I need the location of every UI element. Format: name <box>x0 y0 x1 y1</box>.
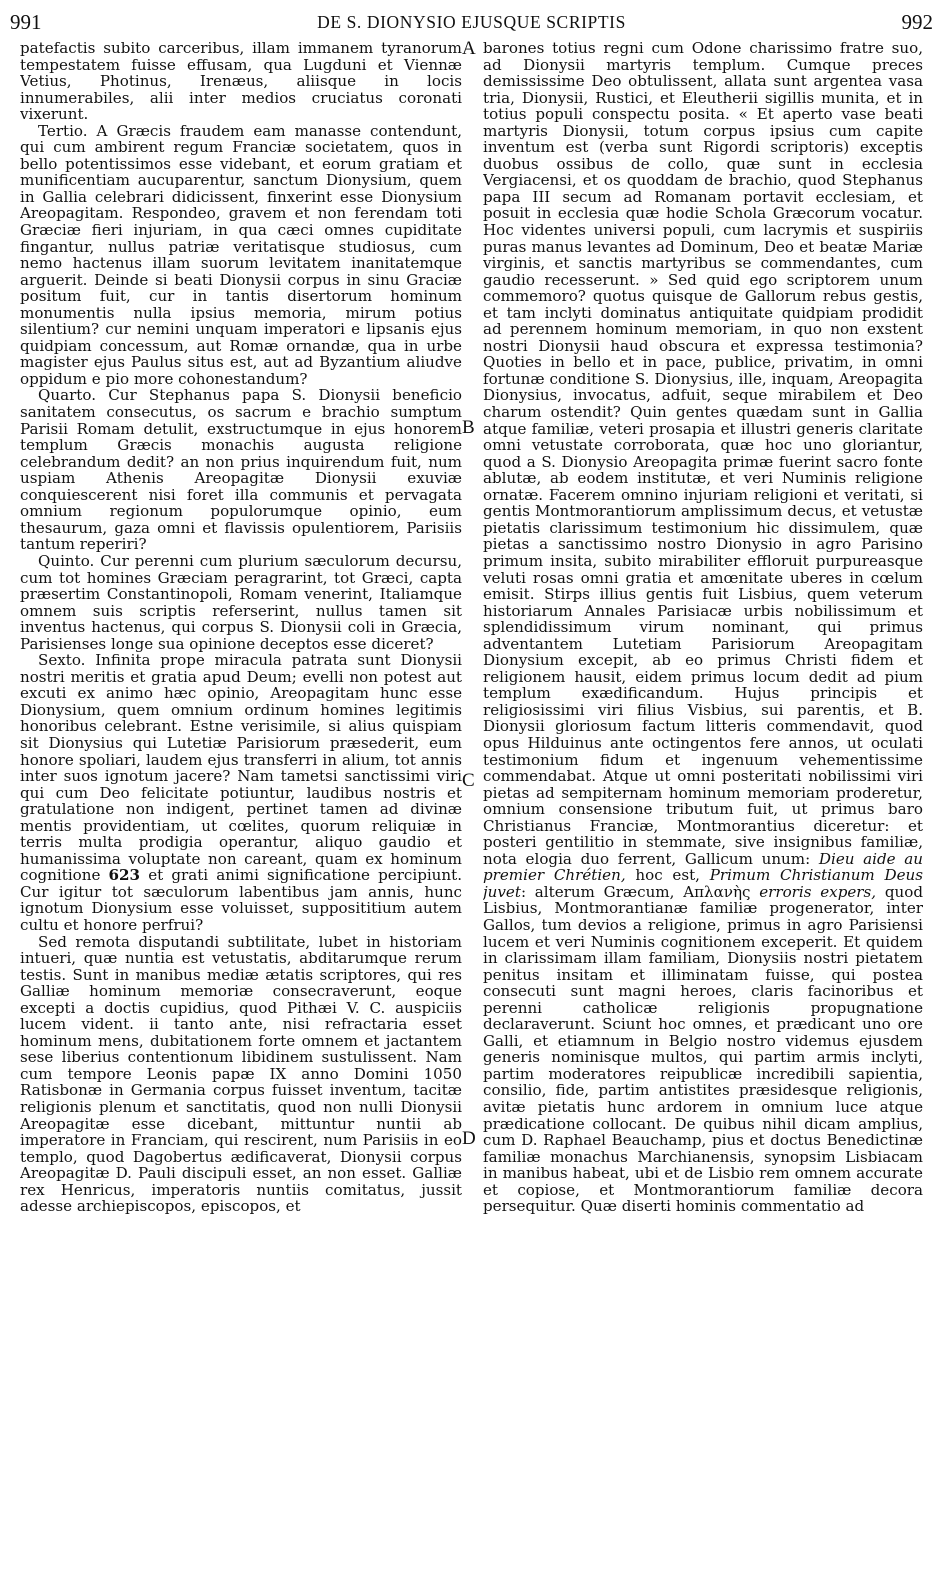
italic-motto: Primum Christianum Deus juvet <box>483 866 923 901</box>
greek-word: Απλανὴς <box>683 882 751 901</box>
margin-letter-a: A <box>462 38 476 59</box>
page-number-right: 992 <box>901 10 933 34</box>
paragraph: Quinto. Cur perenni cum plurium sæculorum decursu, cum tot homines Græciam peragrarint, tot Græci, capta præsertim Constantinopoli, Romam venerint, Italiamque omnem suis scriptis referserint, nullus tamen sit inventus hactenus, qui corpus S. Dionysii coli in Græcia, Parisienses longe sua opinione deceptos esse diceret? <box>20 551 462 653</box>
paragraph: Quarto. Cur Stephanus papa S. Dionysii beneficio sanitatem consecutus, os sacrum e brachio sumptum Parisii Romam detulit, exstructumque in ejus honorem templum Græcis monachis augusta religione celebrandum dedit? an non prius inquirendum fuit, num uspiam Athenis Areopagitæ Dionysii exuviæ conquiescerent nisi foret illa communis et pervagata omnium regionum populorumque opinio, eum thesaurum, gaza omni et flavissis opulentiorem, Parisiis tantum reperiri? <box>20 386 462 554</box>
italic-motto: Dieu aide au premier Chrétien, <box>483 849 923 885</box>
right-column <box>483 40 923 1585</box>
paragraph: patefactis subito carceribus, illam immanem tyranorum tempestatem fuisse effusam, qua Lugduni et Viennæ Vetius, Photinus, Irenæus, aliisque in locis innumerabiles, alii inter medios cruciatus coronati vixerunt. <box>20 40 462 124</box>
text-run: hoc est, <box>635 866 700 885</box>
paragraph <box>483 40 923 1215</box>
text-run: barones totius regni cum Odone charissimo fratre suo, ad Dionysii martyris templum. Cumque preces demississime Deo obtulissent, allata sunt argentea vasa tria, Dionysii, Rustici, et Eleutherii sigillis munita, et in totius populi conspectu posita. « Et aperto vase beati martyris Dionysii, totum corpus ipsius cum capite inventum est (verba sunt Rigordi scriptoris) exceptis duobus ossibus de collo, quæ sunt in ecclesia Vergiacensi, et os quoddam de brachio, quod Stephanus papa III secum ad Romanam portavit ecclesiam, et posuit in ecclesia quæ hodie Schola Græcorum vocatur. Hoc videntes universi populi, cum lacrymis et suspiriis puras manus levantes ad Dominum, Deo et beatæ Mariæ virginis, et sanctis martyribus se commendantes, cum gaudio recesserunt. » Sed quid ego scriptorem unum commemoro? quotus quisque de Gallorum rebus gestis, et tam inclyti dominatus antiquitate quidpiam prodidit ad perennem hominum memoriam, in quo non exstent nostri Dionysii haud obscura et expressa testimonia? Quoties in bello et in pace, publice, privatim, in omni fortunæ conditione S. Dionysius, ille, inquam, Areopagita Dionysius, invocatus, adfuit, seque mirabilem et Deo charum ostendit? Quin gentes quædam sunt in Gallia atque familiæ, veteri prosapia et illustri generis claritate omni vetustate corroborata, quæ hoc uno gloriantur, quod a S. Dionysio Areopagita primæ fuerint sacro fonte ablutæ, ab eodem institutæ, et veri Numinis religione ornatæ. Facerem omnino injuriam religioni et veritati, si gentis Montmorantiorum amplissimum decus, et vetustæ pietatis clarissimum testimonium hic dissimulem, quæ pietas a sanctissimo nostro Dionysio in agro Parisino primum insita, subito mirabiliter effloruit purpureasque veluti rosas omni gratia et amœnitate uberes in cœlum emisit. Stirps illius gentis fuit Lisbius, quem veterum historiarum Annales Parisiacæ urbis nobilissimum et splendidissimum virum nominant, qui primus adventantem Lutetiam Parisiorum Areopagitam Dionysium excepit, ab eo primus Christi fidem et religionem hausit, eidem primus locum dedit ad pium templum exædificandum. Hujus principis et religiosissimi viri filius Visbius, sui parentis, et B. Dionysii gloriosum factum litteris commendavit, quod opus Hilduinus ante octingentos fere annos, ut oculati testimonium fidum et ingenuum vehementissime commendabat. Atque ut omni posteritati nobilissimi viri pietas ad sempiternam hominum memoriam proderetur, omnium consensione tributum fuit, ut primus baro Christianus Franciæ, Montmorantius diceretur: et posteri gentilitio in stemmate, sive insignibus familiæ, nota elogia duo ferrent, Gallicum unum: <box>483 40 923 868</box>
paragraph: Tertio. A Græcis fraudem eam manasse contendunt, qui cum ambirent regum Franciæ societatem, quos in bello potentissimos esse videbant, et eorum gratiam et munificentiam aucuparentur, sanctum Dionysium, quem in Gallia celebrari didicissent, finxerint esse Dionysium Areopagitam. Respondeo, gravem et non ferendam toti Græciæ fieri injuriam, in qua cæci omnes cupiditate fingantur, nullus patriæ veritatisque studiosus, cum nemo hactenus illam suorum levitatem inanitatemque arguerit. Deinde si beati Dionysii corpus in sinu Graciæ positum fuit, cur in tantis disertorum hominum monumentis nulla ipsius memoria, mirum potius silentium? cur nemini unquam imperatori e lipsanis ejus quidpiam concessum, aut Romæ ornandæ, qua in urbe magister ejus Paulus situs est, aut ad Byzantium aliudve oppidum e pio more cohonestandum? <box>20 121 462 388</box>
left-column <box>20 40 462 1585</box>
margin-letter-c: C <box>462 770 475 791</box>
italic-motto: erroris expers, <box>759 882 877 901</box>
paragraph <box>20 652 462 933</box>
text-run: quod Lisbius, Montmorantianæ familiæ progenerator, inter Gallos, tum devios a religione, primus in agro Parisiensi lucem et veri Numinis cognitionem exceperit. Et quidem in clarissimam illam familiam, Dionysiis nostri pietatem penitus insitam et illiminatam fuisse, qui postea consecuti sunt magni heroes, claris facinoribus et perenni catholicæ religionis propugnatione declaraverunt. Sciunt hoc omnes, et prædicant uno ore Galli, et etiamnum in Belgio nostro videmus ejusdem generis nominisque multos, qui partim armis inclyti, partim moderatores reipublicæ incredibili sapientia, consilio, fide, partim antistites præsidesque religionis, avitæ pietatis hunc ardorem in omnium luce atque prædicatione collocant. De quibus nihil dicam amplius, cum D. Raphael Beauchamp, pius et doctus Benedictinæ familiæ monachus Marchianensis, synopsim Lisbiacam in manibus habeat, ubi et de Lisbio rem omnem accurate et copiose, et Montmorantiorum familiæ decora persequitur. Quæ diserti hominis commentatio ad <box>483 882 923 1216</box>
text-run: Sexto. Infinita prope miracula patrata sunt Dionysii nostri meritis et gratia apud Deum; evelli non potest aut excuti ex animo hæc opinio, Areopagitam hunc esse Dionysium, quem omnium ordinum homines legitimis honoribus celebrant. Estne verisimile, si alius quispiam sit Dionysius qui Lutetiæ Parisiorum præsederit, eum honore spoliari, laudem ejus transferri in alium, tot annis inter suos ignotum jacere? Nam tametsi sanctissimi viri qui cum Deo felicitate potiuntur, laudibus nostris et gratulatione non indigent, pertinet tamen ad divinæ mentis providentiam, ut cœlites, quorum reliquiæ in terris multa prodigia operantur, aliquo gaudio et humanissima voluptate non careant, quam ex hominum cognitione <box>20 651 462 885</box>
page-number-left: 991 <box>10 10 42 34</box>
paragraph: Sed remota disputandi subtilitate, lubet in historiam intueri, quæ nuntia est vetustatis, abditarumque rerum testis. Sunt in manibus mediæ ætatis scriptores, qui res Galliæ hominum memoriæ consecraverunt, eoque excepti a doctis cupidius, quod Pithæi V. C. auspiciis lucem vident. ii tanto ante, nisi refractaria esset hominum mens, dubitationem forte omnem et jactantem sese liberius contentionum libidinem sustulissent. Nam cum tempore Leonis papæ IX anno Domini 1050 Ratisbonæ in Germania corpus fuisset inventum, tacitæ religionis plenum et sanctitatis, quod non nulli Dionysii Areopagitæ esse dicebant, mittuntur nuntii ab imperatore in Franciam, qui rescirent, num Parisiis in eo templo, quod Dagobertus ædificaverat, Dionysii corpus Areopagitæ D. Pauli discipuli esset, an non esset. Galliæ rex Henricus, imperatoris nuntiis comitatus, jussit adesse archiepiscopos, episcopos, et <box>20 932 462 1216</box>
text-run: et grati animi significatione percipiunt. Cur igitur tot sæculorum labentibus jam annis, hunc ignotum Dionysium esse voluisset, supposititium autem cultu et honore perfrui? <box>20 866 462 934</box>
running-header <box>10 6 933 36</box>
margin-letter-d: D <box>462 1128 476 1149</box>
column-marker-number: 623 <box>108 866 141 885</box>
margin-letter-b: B <box>462 417 475 438</box>
running-title: DE S. DIONYSIO EJUSQUE SCRIPTIS <box>317 12 626 32</box>
text-run: : alterum Græcum, <box>520 882 675 901</box>
